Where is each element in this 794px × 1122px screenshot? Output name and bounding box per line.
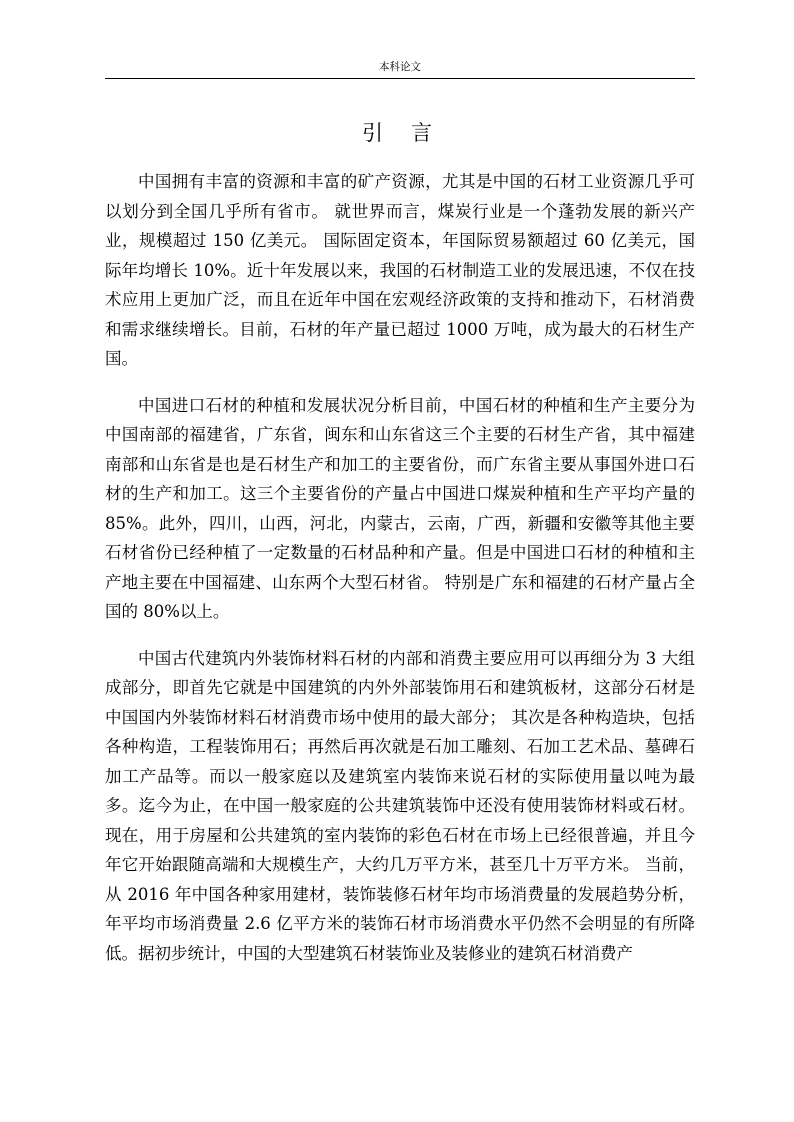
section-title: 引言 xyxy=(362,121,460,145)
running-header-title: 本科论文 xyxy=(379,61,421,73)
paragraph-1: 中国拥有丰富的资源和丰富的矿产资源，尤其是中国的石材工业资源几乎可以划分到全国几乎所有省市。 就世界而言，煤炭行业是一个蓬勃发展的新兴产业，规模超过 150 亿美元。 国际固定资本，年国际贸易额超过 60 亿美元，国际年均增长 10%。近十年发展以来，我国的石材制造工业的发展迅速，不仅在技术应用上更加广泛，而且在近年中国在宏观经济政策的支持和推动下，石材消费和需求继续增长。目前，石材的年产量已超过 1000 万吨，成为最大的石材生产国。 xyxy=(105,172,695,368)
running-header xyxy=(105,60,695,79)
body-text xyxy=(105,167,695,968)
paragraph-2: 中国进口石材的种植和发展状况分析目前，中国石材的种植和生产主要分为中国南部的福建省，广东省，闽东和山东省这三个主要的石材生产省，其中福建南部和山东省是也是石材生产和加工的主要省份，而广东省主要从事国外进口石材的生产和加工。这三个主要省份的产量占中国进口煤炭种植和生产平均产量的 85%。此外，四川，山西，河北，内蒙古，云南，广西，新疆和安徽等其他主要石材省份已经种植了一定数量的石材品种和产量。但是中国进口石材的种植和主产地主要在中国福建、山东两个大型石材省。 特别是广东和福建的石材产量占全国的 80%以上。 xyxy=(105,395,695,621)
paragraph-3: 中国古代建筑内外装饰材料石材的内部和消费主要应用可以再细分为 3 大组成部分，即首先它就是中国建筑的内外外部装饰用石和建筑板材，这部分石材是中国国内外装饰材料石材消费市场中使用的最大部分； 其次是各种构造块，包括各种构造，工程装饰用石；再然后再次就是石加工雕刻、石加工艺术品、墓碑石加工产品等。而以一般家庭以及建筑室内装饰来说石材的实际使用量以吨为最多。迄今为止，在中国一般家庭的公共建筑装饰中还没有使用装饰材料或石材。 现在，用于房屋和公共建筑的室内装饰的彩色石材在市场上已经很普遍，并且今年它开始跟随高端和大规模生产，大约几万平方米，甚至几十万平方米。 当前，从 2016 年中国各种家用建材，装饰装修石材年均市场消费量的发展趋势分析，年平均市场消费量 2.6 亿平方米的装饰石材市场消费水平仍然不会明显的有所降低。据初步统计，中国的大型建筑石材装饰业及装修业的建筑石材消费产 xyxy=(105,648,695,963)
